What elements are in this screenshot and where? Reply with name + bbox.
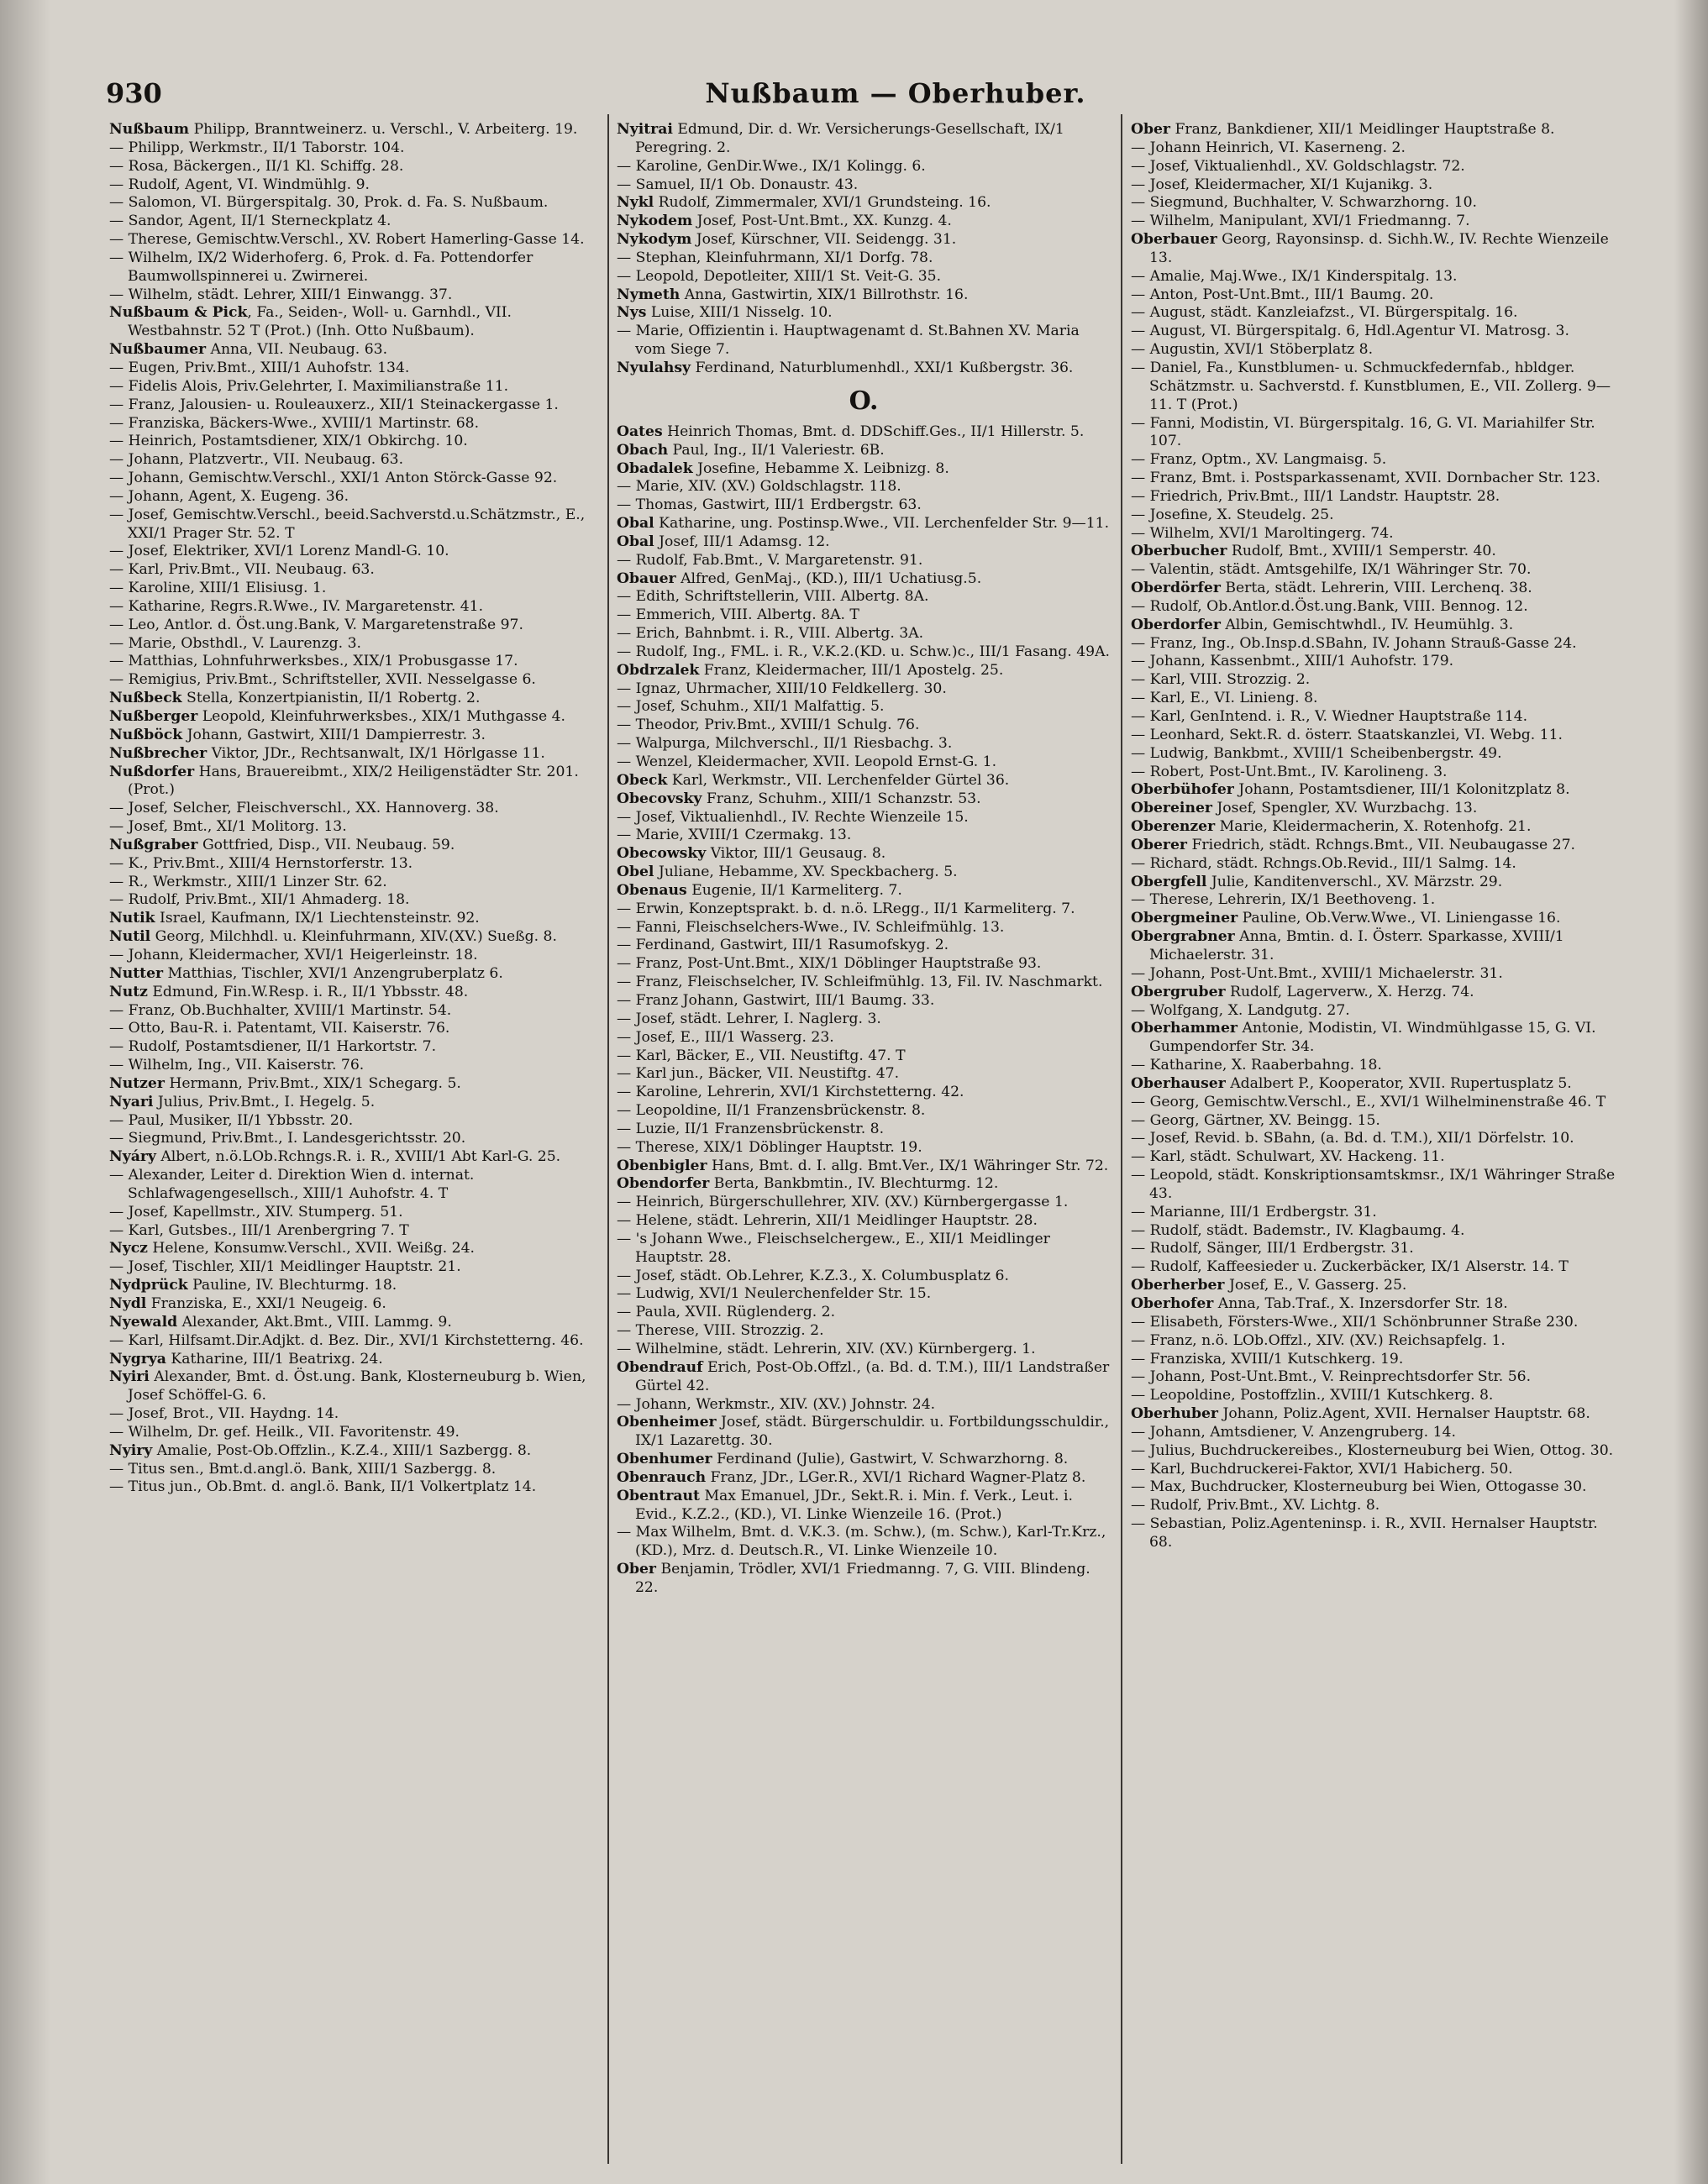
- directory-sub-entry: — Helene, städt. Lehrerin, XII/1 Meidlinger Hauptstr. 28.: [617, 1212, 1038, 1230]
- directory-sub-entry: — Josef, Revid. b. SBahn, (a. Bd. d. T.M.), XII/1 Dörfelstr. 10.: [1131, 1130, 1574, 1147]
- directory-entry: Nygrya Katharine, III/1 Beatrixg. 24.: [109, 1350, 383, 1368]
- directory-sub-entry: — Karoline, Lehrerin, XVI/1 Kirchstetterng. 42.: [617, 1084, 964, 1101]
- directory-sub-entry: — Josef, städt. Lehrer, I. Naglerg. 3.: [617, 1010, 881, 1027]
- entry-surname: Nutter: [109, 964, 164, 982]
- directory-sub-entry: — Wilhelm, IX/2 Widerhoferg. 6, Prok. d. Fa. Pottendorfer Baumwollspinnerei u. Zwirnerei.: [109, 249, 538, 285]
- directory-sub-entry: — Theodor, Priv.Bmt., XVIII/1 Schulg. 76.: [617, 717, 920, 734]
- directory-entry: Oberhofer Anna, Tab.Traf., X. Inzersdorfer Str. 18.: [1131, 1295, 1508, 1312]
- entry-surname: Nymeth: [617, 286, 681, 303]
- entry-surname: Oberer: [1131, 836, 1187, 853]
- directory-sub-entry: — Josefine, X. Steudelg. 25.: [1131, 506, 1334, 523]
- directory-entry: Obergrabner Anna, Bmtin. d. I. Österr. Sparkasse, XVIII/1 Michaelerstr. 31.: [1131, 928, 1569, 963]
- directory-entry: Nyáry Albert, n.ö.LOb.Rchngs.R. i. R., XVIII/1 Abt Karl-G. 25.: [109, 1148, 561, 1166]
- directory-entry: Nußberger Leopold, Kleinfuhrwerksbes., XIX/1 Muthgasse 4.: [109, 708, 565, 725]
- directory-sub-entry: — Johann, Post-Unt.Bmt., XVIII/1 Michaelerstr. 31.: [1131, 964, 1503, 982]
- directory-entry: Nydprück Pauline, IV. Blechturmg. 18.: [109, 1277, 397, 1294]
- directory-sub-entry: — Fanni, Modistin, VI. Bürgerspitalg. 16, G. VI. Mariahilfer Str. 107.: [1131, 414, 1600, 450]
- entry-surname: Oberenzer: [1131, 818, 1216, 836]
- entry-surname: Nußgraber: [109, 836, 198, 853]
- directory-sub-entry: — Alexander, Leiter d. Direktion Wien d. internat. Schlafwagengesellsch., XIII/1 Auhofstr. 4. T: [109, 1167, 479, 1202]
- entry-surname: Nykodem: [617, 213, 693, 230]
- directory-sub-entry: — Marie, Offizientin i. Hauptwagenamt d. St.Bahnen XV. Maria vom Siege 7.: [617, 323, 1085, 359]
- directory-sub-entry: — Johann, Kassenbmt., XIII/1 Auhofstr. 179.: [1131, 653, 1454, 670]
- directory-entry: Obel Juliane, Hebamme, XV. Speckbacherg. 5.: [617, 864, 958, 881]
- entry-surname: Nyulahsy: [617, 359, 691, 376]
- directory-sub-entry: — Franz, Ob.Buchhalter, XVIII/1 Martinstr. 54.: [109, 1001, 452, 1019]
- directory-entry: Nutik Israel, Kaufmann, IX/1 Liechtensteinstr. 92.: [109, 910, 480, 927]
- directory-sub-entry: — Ludwig, XVI/1 Neulerchenfelder Str. 15.: [617, 1285, 932, 1303]
- directory-sub-entry: — Rosa, Bäckergen., II/1 Kl. Schiffg. 28.: [109, 157, 404, 175]
- entry-surname: Ober: [1131, 121, 1170, 138]
- entry-surname: Obergfell: [1131, 873, 1207, 890]
- directory-sub-entry: — Sebastian, Poliz.Agenteninsp. i. R., XVII. Hernalser Hauptstr. 68.: [1131, 1515, 1603, 1551]
- directory-sub-entry: — Matthias, Lohnfuhrwerksbes., XIX/1 Probusgasse 17.: [109, 653, 518, 670]
- entry-surname: Nußbaum & Pick: [109, 304, 248, 322]
- directory-sub-entry: — Karl, städt. Schulwart, XV. Hackeng. 11.: [1131, 1148, 1445, 1166]
- entry-surname: Oberbühofer: [1131, 781, 1234, 799]
- directory-sub-entry: — Luzie, II/1 Franzensbrückenstr. 8.: [617, 1120, 885, 1137]
- directory-sub-entry: — Daniel, Fa., Kunstblumen- u. Schmuckfedernfab., hbldger. Schätzmstr. u. Sachverstd. f. Kunstblumen, E., VII. Zollerg. 9—11. T (Prot.): [1131, 359, 1611, 413]
- directory-sub-entry: — Erich, Bahnbmt. i. R., VIII. Albertg. 3A.: [617, 625, 924, 643]
- directory-entry: Obal Josef, III/1 Adamsg. 12.: [617, 533, 830, 550]
- directory-sub-entry: — Rudolf, Ob.Antlor.d.Öst.ung.Bank, VIII. Bennog. 12.: [1131, 597, 1528, 615]
- directory-sub-entry: — Franz, Post-Unt.Bmt., XIX/1 Döblinger Hauptstraße 93.: [617, 955, 1042, 973]
- directory-sub-entry: — Samuel, II/1 Ob. Donaustr. 43.: [617, 176, 859, 193]
- directory-sub-entry: — Wenzel, Kleidermacher, XVII. Leopold Ernst-G. 1.: [617, 753, 997, 770]
- directory-sub-entry: — Karl jun., Bäcker, VII. Neustiftg. 47.: [617, 1065, 900, 1083]
- entry-surname: Obecovsky: [617, 790, 702, 807]
- entry-surname: Ober: [617, 1561, 656, 1578]
- entry-surname: Nys: [617, 304, 647, 322]
- directory-sub-entry: — Johann, Platzvertr., VII. Neubaug. 63.: [109, 451, 404, 469]
- entry-surname: Oberherber: [1131, 1277, 1225, 1294]
- entry-surname: Nyáry: [109, 1148, 156, 1166]
- directory-sub-entry: — Fidelis Alois, Priv.Gelehrter, I. Maximilianstraße 11.: [109, 377, 509, 395]
- directory-entry: Nyulahsy Ferdinand, Naturblumenhdl., XXI/1 Kußbergstr. 36.: [617, 359, 1074, 376]
- directory-sub-entry: — Wilhelm, Dr. gef. Heilk., VII. Favoritenstr. 49.: [109, 1423, 460, 1441]
- entry-surname: Obecowsky: [617, 845, 707, 863]
- directory-sub-entry: — Therese, Lehrerin, IX/1 Beethoveng. 1.: [1131, 891, 1436, 909]
- directory-sub-entry: — Josef, Bmt., XI/1 Molitorg. 13.: [109, 818, 347, 836]
- directory-column-2: [617, 121, 1114, 2171]
- page-header: [106, 77, 1685, 111]
- directory-sub-entry: — Leopold, städt. Konskriptionsamtskmsr., IX/1 Währinger Straße 43.: [1131, 1167, 1620, 1202]
- entry-surname: Obadalek: [617, 459, 693, 477]
- directory-entry: Oberenzer Marie, Kleidermacherin, X. Rotenhofg. 21.: [1131, 818, 1532, 836]
- entry-surname: Oberhauser: [1131, 1074, 1226, 1092]
- directory-entry: Oates Heinrich Thomas, Bmt. d. DDSchiff.Ges., II/1 Hillerstr. 5.: [617, 423, 1085, 440]
- directory-sub-entry: — Josef, E., III/1 Wasserg. 23.: [617, 1028, 834, 1046]
- entry-surname: Obenheimer: [617, 1414, 717, 1431]
- directory-sub-entry: — Elisabeth, Försters-Wwe., XII/1 Schönbrunner Straße 230.: [1131, 1313, 1579, 1331]
- directory-sub-entry: — Eugen, Priv.Bmt., XIII/1 Auhofstr. 134.: [109, 359, 410, 376]
- directory-sub-entry: — Ludwig, Bankbmt., XVIII/1 Scheibenbergstr. 49.: [1131, 744, 1502, 762]
- directory-sub-entry: — Josef, Kleidermacher, XI/1 Kujanikg. 3.: [1131, 176, 1433, 193]
- directory-sub-entry: — Max, Buchdrucker, Klosterneuburg bei Wien, Ottogasse 30.: [1131, 1478, 1587, 1496]
- directory-entry: Nymeth Anna, Gastwirtin, XIX/1 Billrothstr. 16.: [617, 286, 969, 303]
- directory-sub-entry: — Franz, Fleischselcher, IV. Schleifmühlg. 13, Fil. IV. Naschmarkt.: [617, 974, 1103, 991]
- directory-sub-entry: — Katharine, X. Raaberbahng. 18.: [1131, 1057, 1382, 1074]
- directory-sub-entry: — Rudolf, Priv.Bmt., XII/1 Ahmaderg. 18.: [109, 891, 410, 909]
- directory-sub-entry: — Richard, städt. Rchngs.Ob.Revid., III/1 Salmg. 14.: [1131, 854, 1516, 872]
- entry-surname: Obenhumer: [617, 1451, 712, 1468]
- entry-surname: Nyewald: [109, 1313, 178, 1331]
- entry-surname: Obendrauf: [617, 1358, 703, 1376]
- entry-surname: Oberhofer: [1131, 1295, 1214, 1312]
- directory-sub-entry: — Karl, Buchdruckerei-Faktor, XVI/1 Habicherg. 50.: [1131, 1460, 1513, 1478]
- directory-sub-entry: — Franz, Ing., Ob.Insp.d.SBahn, IV. Johann Strauß-Gasse 24.: [1131, 634, 1577, 652]
- entry-surname: Nycz: [109, 1240, 148, 1257]
- directory-sub-entry: — Emmerich, VIII. Albertg. 8A. T: [617, 606, 859, 624]
- directory-sub-entry: — Rudolf, Kaffeesieder u. Zuckerbäcker, IX/1 Alserstr. 14. T: [1131, 1258, 1569, 1276]
- entry-surname: Obenbigler: [617, 1157, 707, 1174]
- directory-sub-entry: — Walpurga, Milchverschl., II/1 Riesbachg. 3.: [617, 735, 953, 753]
- directory-entry: Oberbucher Rudolf, Bmt., XVIII/1 Semperstr. 40.: [1131, 543, 1496, 560]
- directory-sub-entry: — Paul, Musiker, II/1 Ybbsstr. 20.: [109, 1111, 354, 1129]
- directory-sub-entry: — Stephan, Kleinfuhrmann, XI/1 Dorfg. 78.: [617, 249, 933, 266]
- directory-sub-entry: — Leopold, Depotleiter, XIII/1 St. Veit-G. 35.: [617, 267, 942, 285]
- directory-entry: Obendorfer Berta, Bankbmtin., IV. Blechturmg. 12.: [617, 1175, 999, 1193]
- directory-sub-entry: — Josef, Elektriker, XVI/1 Lorenz Mandl-G. 10.: [109, 543, 449, 560]
- directory-sub-entry: — Rudolf, Ing., FML. i. R., V.K.2.(KD. u. Schw.)c., III/1 Fasang. 49A.: [617, 643, 1110, 660]
- directory-sub-entry: — Josef, Tischler, XII/1 Meidlinger Hauptstr. 21.: [109, 1258, 461, 1276]
- entry-surname: Oberbucher: [1131, 543, 1227, 560]
- directory-sub-entry: — Karl, Gutsbes., III/1 Arenbergring 7. T: [109, 1221, 409, 1239]
- entry-surname: Oberdorfer: [1131, 616, 1221, 633]
- directory-entry: Obdrzalek Franz, Kleidermacher, III/1 Apostelg. 25.: [617, 661, 1004, 679]
- entry-surname: Nyiry: [109, 1441, 153, 1459]
- directory-entry: Obergruber Rudolf, Lagerverw., X. Herzg. 74.: [1131, 983, 1474, 1000]
- directory-entry: Obergmeiner Pauline, Ob.Verw.Wwe., VI. Liniengasse 16.: [1131, 910, 1561, 927]
- directory-entry: Nutz Edmund, Fin.W.Resp. i. R., II/1 Ybbsstr. 48.: [109, 983, 469, 1000]
- directory-entry: Oberhuber Johann, Poliz.Agent, XVII. Hernalser Hauptstr. 68.: [1131, 1405, 1590, 1423]
- directory-sub-entry: — Anton, Post-Unt.Bmt., III/1 Baumg. 20.: [1131, 286, 1434, 303]
- directory-entry: Nykodem Josef, Post-Unt.Bmt., XX. Kunzg. 4.: [617, 213, 952, 230]
- section-letter-heading: O.: [849, 386, 879, 416]
- directory-sub-entry: — Remigius, Priv.Bmt., Schriftsteller, XVII. Nesselgasse 6.: [109, 671, 536, 689]
- directory-sub-entry: — Franz, Optm., XV. Langmaisg. 5.: [1131, 451, 1387, 469]
- directory-sub-entry: — August, VI. Bürgerspitalg. 6, Hdl.Agentur VI. Matrosg. 3.: [1131, 323, 1569, 340]
- entry-surname: Obenaus: [617, 881, 687, 899]
- directory-sub-entry: — Heinrich, Postamtsdiener, XIX/1 Obkirchg. 10.: [109, 433, 468, 450]
- directory-sub-entry: — Franz, Jalousien- u. Rouleauxerz., XII/1 Steinackergasse 1.: [109, 396, 559, 413]
- directory-entry: Obauer Alfred, GenMaj., (KD.), III/1 Uchatiusg.5.: [617, 570, 982, 587]
- directory-sub-entry: — Heinrich, Bürgerschullehrer, XIV. (XV.) Kürnbergergasse 1.: [617, 1194, 1069, 1211]
- directory-column-1: [109, 121, 603, 2171]
- entry-surname: Nyitrai: [617, 121, 673, 138]
- directory-entry: Obenheimer Josef, städt. Bürgerschuldir. u. Fortbildungsschuldir., IX/1 Lazarettg. 30.: [617, 1414, 1114, 1450]
- directory-sub-entry: — August, städt. Kanzleiafzst., VI. Bürgerspitalg. 16.: [1131, 304, 1518, 322]
- directory-entry: Nyiry Amalie, Post-Ob.Offzlin., K.Z.4., XIII/1 Sazbergg. 8.: [109, 1441, 532, 1459]
- directory-sub-entry: — Ferdinand, Gastwirt, III/1 Rasumofskyg. 2.: [617, 937, 949, 954]
- directory-entry: Obecowsky Viktor, III/1 Geusaug. 8.: [617, 845, 886, 863]
- directory-entry: Nyitrai Edmund, Dir. d. Wr. Versicherungs-Gesellschaft, IX/1 Peregring. 2.: [617, 121, 1069, 156]
- directory-entry: Obenrauch Franz, JDr., LGer.R., XVI/1 Richard Wagner-Platz 8.: [617, 1468, 1086, 1486]
- directory-sub-entry: — Salomon, VI. Bürgerspitalg. 30, Prok. d. Fa. S. Nußbaum.: [109, 194, 549, 212]
- directory-entry: Oberherber Josef, E., V. Gasserg. 25.: [1131, 1277, 1407, 1294]
- directory-sub-entry: — Philipp, Werkmstr., II/1 Taborstr. 104.: [109, 139, 405, 156]
- directory-entry: Oberbühofer Johann, Postamtsdiener, III/1 Kolonitzplatz 8.: [1131, 781, 1570, 799]
- page-title: Nußbaum — Oberhuber.: [705, 77, 1086, 109]
- directory-sub-entry: — Rudolf, Sänger, III/1 Erdbergstr. 31.: [1131, 1240, 1414, 1257]
- directory-sub-entry: — Josef, Kapellmstr., XIV. Stumperg. 51.: [109, 1203, 403, 1221]
- entry-surname: Nutzer: [109, 1074, 165, 1092]
- directory-entry: Nyari Julius, Priv.Bmt., I. Hegelg. 5.: [109, 1093, 376, 1110]
- directory-sub-entry: — Josef, Gemischtw.Verschl., beeid.Sachverstd.u.Schätzmstr., E., XXI/1 Prager Str. 52. T: [109, 506, 590, 542]
- entry-surname: Oberhuber: [1131, 1405, 1218, 1423]
- entry-surname: Obach: [617, 441, 669, 459]
- directory-sub-entry: — Franz, n.ö. LOb.Offzl., XIV. (XV.) Reichsapfelg. 1.: [1131, 1331, 1506, 1349]
- directory-sub-entry: — Josef, Viktualienhdl., XV. Goldschlagstr. 72.: [1131, 157, 1465, 175]
- entry-surname: Oates: [617, 423, 663, 440]
- entry-surname: Nyiri: [109, 1368, 150, 1386]
- entry-surname: Oberdörfer: [1131, 580, 1221, 597]
- directory-sub-entry: — Rudolf, Priv.Bmt., XV. Lichtg. 8.: [1131, 1497, 1380, 1515]
- directory-sub-entry: — Wolfgang, X. Landgutg. 27.: [1131, 1001, 1350, 1019]
- directory-sub-entry: — Josef, Brot., VII. Haydng. 14.: [109, 1405, 339, 1423]
- directory-sub-entry: — Karl, Priv.Bmt., VII. Neubaug. 63.: [109, 561, 375, 579]
- directory-sub-entry: — Valentin, städt. Amtsgehilfe, IX/1 Währinger Str. 70.: [1131, 561, 1532, 579]
- directory-sub-entry: — Wilhelm, Manipulant, XVI/1 Friedmanng. 7.: [1131, 213, 1470, 230]
- directory-sub-entry: — Johann, Post-Unt.Bmt., V. Reinprechtsdorfer Str. 56.: [1131, 1368, 1532, 1386]
- directory-sub-entry: — Leo, Antlor. d. Öst.ung.Bank, V. Margaretenstraße 97.: [109, 616, 523, 633]
- directory-sub-entry: — Wilhelm, städt. Lehrer, XIII/1 Einwangg. 37.: [109, 286, 453, 303]
- directory-sub-entry: — Friedrich, Priv.Bmt., III/1 Landstr. Hauptstr. 28.: [1131, 487, 1500, 505]
- directory-entry: Nyewald Alexander, Akt.Bmt., VIII. Lammg. 9.: [109, 1313, 452, 1331]
- entry-surname: Nutil: [109, 928, 151, 946]
- directory-sub-entry: — Marianne, III/1 Erdbergstr. 31.: [1131, 1203, 1377, 1221]
- entry-surname: Nykodym: [617, 231, 692, 249]
- entry-surname: Nygrya: [109, 1350, 166, 1368]
- directory-sub-entry: — Ignaz, Uhrmacher, XIII/10 Feldkellerg. 30.: [617, 680, 947, 697]
- directory-sub-entry: — Karl, GenIntend. i. R., V. Wiedner Hauptstraße 114.: [1131, 708, 1528, 725]
- directory-sub-entry: — Josef, Viktualienhdl., IV. Rechte Wienzeile 15.: [617, 808, 969, 826]
- directory-entry: Nußdorfer Hans, Brauereibmt., XIX/2 Heiligenstädter Str. 201. (Prot.): [109, 763, 584, 799]
- directory-entry: Nußböck Johann, Gastwirt, XIII/1 Dampierrestr. 3.: [109, 726, 486, 743]
- directory-entry: Ober Franz, Bankdiener, XII/1 Meidlinger Hauptstraße 8.: [1131, 121, 1555, 138]
- directory-sub-entry: — Max Wilhelm, Bmt. d. V.K.3. (m. Schw.), (m. Schw.), Karl-Tr.Krz., (KD.), Mrz. d. Deutsch.R., VI. Linke Wienzeile 10.: [617, 1524, 1111, 1560]
- directory-sub-entry: — Johann, Amtsdiener, V. Anzengruberg. 14.: [1131, 1423, 1456, 1441]
- directory-sub-entry: — Rudolf, Agent, VI. Windmühlg. 9.: [109, 176, 370, 193]
- directory-sub-entry: — Karl, E., VI. Linieng. 8.: [1131, 690, 1318, 707]
- directory-entry: Oberer Friedrich, städt. Rchngs.Bmt., VII. Neubaugasse 27.: [1131, 836, 1575, 853]
- directory-sub-entry: — Georg, Gärtner, XV. Beingg. 15.: [1131, 1111, 1380, 1129]
- directory-entry: Obendrauf Erich, Post-Ob.Offzl., (a. Bd. d. T.M.), III/1 Landstraßer Gürtel 42.: [617, 1358, 1114, 1394]
- directory-sub-entry: — Marie, XVIII/1 Czermakg. 13.: [617, 827, 852, 844]
- directory-entry: Nycz Helene, Konsumw.Verschl., XVII. Weißg. 24.: [109, 1240, 475, 1257]
- directory-entry: Nutter Matthias, Tischler, XVI/1 Anzengruberplatz 6.: [109, 964, 503, 982]
- directory-sub-entry: — Wilhelm, Ing., VII. Kaiserstr. 76.: [109, 1057, 365, 1074]
- page-edge-shadow-right: [1674, 0, 1708, 2184]
- directory-sub-entry: — Otto, Bau-R. i. Patentamt, VII. Kaiserstr. 76.: [109, 1020, 450, 1037]
- directory-sub-entry: — Wilhelmine, städt. Lehrerin, XIV. (XV.) Kürnbergerg. 1.: [617, 1341, 1036, 1357]
- entry-surname: Obdrzalek: [617, 661, 700, 679]
- directory-sub-entry: — Sandor, Agent, II/1 Sterneckplatz 4.: [109, 213, 392, 230]
- column-divider: [607, 114, 609, 2164]
- directory-entry: Oberhammer Antonie, Modistin, VI. Windmühlgasse 15, G. VI. Gumpendorfer Str. 34.: [1131, 1020, 1601, 1056]
- entry-surname: Obentraut: [617, 1487, 700, 1504]
- directory-entry: Nykl Rudolf, Zimmermaler, XVI/1 Grundsteing. 16.: [617, 194, 991, 212]
- directory-entry: Obereiner Josef, Spengler, XV. Wurzbachg. 13.: [1131, 800, 1478, 817]
- entry-surname: Obeck: [617, 771, 668, 789]
- page-edge-shadow-left: [0, 0, 50, 2184]
- directory-sub-entry: — Wilhelm, XVI/1 Maroltingerg. 74.: [1131, 524, 1394, 542]
- entry-surname: Obal: [617, 533, 654, 550]
- directory-sub-entry: — Josef, Schuhm., XII/1 Malfattig. 5.: [617, 698, 885, 716]
- directory-sub-entry: — Josef, Selcher, Fleischverschl., XX. Hannoverg. 38.: [109, 800, 499, 817]
- entry-surname: Oberhammer: [1131, 1020, 1238, 1037]
- directory-sub-entry: — Thomas, Gastwirt, III/1 Erdbergstr. 63.: [617, 496, 922, 514]
- page-number: 930: [106, 77, 162, 109]
- directory-sub-entry: — Therese, Gemischtw.Verschl., XV. Robert Hamerling-Gasse 14.: [109, 231, 585, 249]
- directory-entry: Obenhumer Ferdinand (Julie), Gastwirt, V. Schwarzhorng. 8.: [617, 1451, 1069, 1468]
- directory-entry: Nußgraber Gottfried, Disp., VII. Neubaug. 59.: [109, 836, 455, 853]
- entry-surname: Nydl: [109, 1295, 147, 1312]
- entry-surname: Nyari: [109, 1093, 154, 1110]
- directory-sub-entry: — Titus sen., Bmt.d.angl.ö. Bank, XIII/1 Sazbergg. 8.: [109, 1460, 497, 1478]
- directory-sub-entry: — Rudolf, Fab.Bmt., V. Margaretenstr. 91.: [617, 551, 923, 569]
- directory-sub-entry: — R., Werkmstr., XIII/1 Linzer Str. 62.: [109, 873, 387, 890]
- entry-surname: Obergmeiner: [1131, 910, 1238, 927]
- directory-entry: Obenaus Eugenie, II/1 Karmeliterg. 7.: [617, 881, 902, 899]
- directory-sub-entry: — Siegmund, Priv.Bmt., I. Landesgerichtsstr. 20.: [109, 1130, 466, 1147]
- entry-surname: Obergrabner: [1131, 928, 1235, 946]
- directory-entry: Nußbaum & Pick, Fa., Seiden-, Woll- u. Garnhdl., VII. Westbahnstr. 52 T (Prot.) (Inh. Otto Nußbaum).: [109, 304, 517, 340]
- entry-surname: Nutik: [109, 910, 155, 927]
- directory-sub-entry: — Josef, städt. Ob.Lehrer, K.Z.3., X. Columbusplatz 6.: [617, 1267, 1009, 1284]
- directory-sub-entry: — Franziska, XVIII/1 Kutschkerg. 19.: [1131, 1350, 1404, 1368]
- directory-entry: Nydl Franziska, E., XXI/1 Neugeig. 6.: [109, 1295, 386, 1312]
- directory-sub-entry: — Erwin, Konzeptsprakt. b. d. n.ö. LRegg., II/1 Karmeliterg. 7.: [617, 900, 1075, 917]
- directory-sub-entry: — Karl, Hilfsamt.Dir.Adjkt. d. Bez. Dir., XVI/1 Kirchstetterng. 46.: [109, 1331, 584, 1349]
- directory-sub-entry: — Karoline, GenDir.Wwe., IX/1 Kolingg. 6.: [617, 157, 926, 175]
- directory-sub-entry: — Franziska, Bäckers-Wwe., XVIII/1 Martinstr. 68.: [109, 414, 480, 432]
- entry-surname: Nykl: [617, 194, 654, 212]
- directory-entry: Nutzer Hermann, Priv.Bmt., XIX/1 Schegarg. 5.: [109, 1074, 461, 1092]
- directory-sub-entry: — Johann, Gemischtw.Verschl., XXI/1 Anton Störck-Gasse 92.: [109, 470, 558, 487]
- directory-entry: Obach Paul, Ing., II/1 Valeriestr. 6B.: [617, 441, 885, 459]
- directory-entry: Nußbaumer Anna, VII. Neubaug. 63.: [109, 341, 388, 359]
- entry-surname: Nußbaum: [109, 121, 190, 138]
- directory-sub-entry: — Titus jun., Ob.Bmt. d. angl.ö. Bank, II/1 Volkertplatz 14.: [109, 1478, 537, 1496]
- directory-entry: Obeck Karl, Werkmstr., VII. Lerchenfelder Gürtel 36.: [617, 771, 1010, 789]
- directory-sub-entry: — Karl, Bäcker, E., VII. Neustiftg. 47. T: [617, 1047, 906, 1064]
- entry-surname: Obendorfer: [617, 1175, 710, 1193]
- entry-surname: Obal: [617, 515, 654, 533]
- directory-sub-entry: — Paula, XVII. Rüglenderg. 2.: [617, 1304, 836, 1321]
- directory-sub-entry: — Leopoldine, Postoffzlin., XVIII/1 Kutschkerg. 8.: [1131, 1387, 1494, 1404]
- directory-sub-entry: — Marie, Obsthdl., V. Laurenzg. 3.: [109, 634, 361, 652]
- directory-entry: Obadalek Josefine, Hebamme X. Leibnizg. 8.: [617, 459, 949, 477]
- directory-sub-entry: — Amalie, Maj.Wwe., IX/1 Kinderspitalg. 13.: [1131, 267, 1458, 285]
- directory-sub-entry: — Leopoldine, II/1 Franzensbrückenstr. 8.: [617, 1102, 926, 1120]
- directory-sub-entry: — Julius, Buchdruckereibes., Klosterneuburg bei Wien, Ottog. 30.: [1131, 1441, 1614, 1459]
- entry-surname: Nußböck: [109, 726, 183, 743]
- directory-sub-entry: — 's Johann Wwe., Fleischselchergew., E., XII/1 Meidlinger Hauptstr. 28.: [617, 1230, 1055, 1266]
- directory-sub-entry: — Georg, Gemischtw.Verschl., E., XVI/1 Wilhelminenstraße 46. T: [1131, 1093, 1606, 1110]
- directory-entry: Nyiri Alexander, Bmt. d. Öst.ung. Bank, Klosterneuburg b. Wien, Josef Schöffel-G. 6.: [109, 1368, 591, 1404]
- directory-sub-entry: — Karoline, XIII/1 Elisiusg. 1.: [109, 580, 327, 597]
- directory-sub-entry: — Karl, VIII. Strozzig. 2.: [1131, 671, 1311, 689]
- directory-sub-entry: — Rudolf, städt. Bademstr., IV. Klagbaumg. 4.: [1131, 1221, 1465, 1239]
- directory-sub-entry: — Therese, XIX/1 Döblinger Hauptstr. 19.: [617, 1138, 922, 1156]
- directory-sub-entry: — Leonhard, Sekt.R. d. österr. Staatskanzlei, VI. Webg. 11.: [1131, 726, 1563, 743]
- entry-surname: Oberbauer: [1131, 231, 1217, 249]
- directory-sub-entry: — Franz Johann, Gastwirt, III/1 Baumg. 33.: [617, 991, 935, 1009]
- directory-sub-entry: — Katharine, Regrs.R.Wwe., IV. Margaretenstr. 41.: [109, 597, 484, 615]
- directory-sub-entry: — Johann Heinrich, VI. Kaserneng. 2.: [1131, 139, 1406, 156]
- directory-entry: Nußbrecher Viktor, JDr., Rechtsanwalt, IX/1 Hörlgasse 11.: [109, 744, 545, 762]
- directory-entry: Oberhauser Adalbert P., Kooperator, XVII. Rupertusplatz 5.: [1131, 1074, 1572, 1092]
- directory-sub-entry: — Johann, Kleidermacher, XVI/1 Heigerleinstr. 18.: [109, 946, 478, 963]
- directory-sub-entry: — Johann, Werkmstr., XIV. (XV.) Johnstr. 24.: [617, 1395, 936, 1413]
- entry-surname: Nußbrecher: [109, 744, 208, 762]
- entry-surname: Obel: [617, 864, 654, 881]
- directory-entry: Obenbigler Hans, Bmt. d. I. allg. Bmt.Ver., IX/1 Währinger Str. 72.: [617, 1157, 1109, 1174]
- entry-surname: Nutz: [109, 983, 148, 1000]
- directory-sub-entry: — Fanni, Fleischselchers-Wwe., IV. Schleifmühlg. 13.: [617, 918, 1005, 936]
- entry-surname: Nydprück: [109, 1277, 188, 1294]
- directory-entry: Obergfell Julie, Kanditenverschl., XV. Märzstr. 29.: [1131, 873, 1503, 890]
- directory-column-3: [1131, 121, 1625, 2171]
- directory-entry: Oberdörfer Berta, städt. Lehrerin, VIII. Lerchenq. 38.: [1131, 580, 1532, 597]
- directory-entry: Obentraut Max Emanuel, JDr., Sekt.R. i. Min. f. Verk., Leut. i. Evid., K.Z.2., (KD.), VI. Linke Wienzeile 16. (Prot.): [617, 1487, 1078, 1523]
- entry-surname: Nußdorfer: [109, 763, 195, 780]
- directory-entry: Nys Luise, XIII/1 Nisselg. 10.: [617, 304, 833, 322]
- directory-entry: Obal Katharine, ung. Postinsp.Wwe., VII. Lerchenfelder Str. 9—11.: [617, 515, 1110, 533]
- directory-sub-entry: — Rudolf, Postamtsdiener, II/1 Harkortstr. 7.: [109, 1038, 437, 1056]
- entry-surname: Nußbeck: [109, 690, 182, 707]
- directory-sub-entry: — Augustin, XVI/1 Stöberplatz 8.: [1131, 341, 1374, 359]
- directory-entry: Nußbeck Stella, Konzertpianistin, II/1 Robertg. 2.: [109, 690, 481, 707]
- directory-sub-entry: — Therese, VIII. Strozzig. 2.: [617, 1322, 824, 1340]
- entry-surname: Nußberger: [109, 708, 198, 725]
- directory-entry: Ober Benjamin, Trödler, XVI/1 Friedmanng. 7, G. VIII. Blindeng. 22.: [617, 1561, 1096, 1596]
- directory-sub-entry: — K., Priv.Bmt., XIII/4 Hernstorferstr. 13.: [109, 854, 413, 872]
- entry-surname: Obergruber: [1131, 983, 1226, 1000]
- entry-surname: Obereiner: [1131, 800, 1212, 817]
- directory-entry: Obecovsky Franz, Schuhm., XIII/1 Schanzstr. 53.: [617, 790, 981, 807]
- directory-sub-entry: — Robert, Post-Unt.Bmt., IV. Karolineng. 3.: [1131, 763, 1448, 780]
- directory-entry: Nutil Georg, Milchhdl. u. Kleinfuhrmann, XIV.(XV.) Sueßg. 8.: [109, 928, 557, 946]
- directory-sub-entry: — Marie, XIV. (XV.) Goldschlagstr. 118.: [617, 478, 901, 496]
- directory-sub-entry: — Johann, Agent, X. Eugeng. 36.: [109, 487, 349, 505]
- entry-surname: Nußbaumer: [109, 341, 207, 359]
- directory-sub-entry: — Franz, Bmt. i. Postsparkassenamt, XVII. Dornbacher Str. 123.: [1131, 470, 1600, 487]
- directory-sub-entry: — Edith, Schriftstellerin, VIII. Albertg. 8A.: [617, 588, 929, 606]
- directory-entry: Nußbaum Philipp, Branntweinerz. u. Verschl., V. Arbeiterg. 19.: [109, 121, 578, 138]
- entry-surname: Obenrauch: [617, 1468, 707, 1486]
- directory-entry: Oberbauer Georg, Rayonsinsp. d. Sichh.W., IV. Rechte Wienzeile 13.: [1131, 231, 1614, 266]
- column-divider: [1121, 114, 1122, 2164]
- directory-entry: Nykodym Josef, Kürschner, VII. Seidengg. 31.: [617, 231, 957, 249]
- entry-surname: Obauer: [617, 570, 676, 587]
- directory-entry: Oberdorfer Albin, Gemischtwhdl., IV. Heumühlg. 3.: [1131, 616, 1514, 633]
- directory-sub-entry: — Siegmund, Buchhalter, V. Schwarzhorng. 10.: [1131, 194, 1478, 212]
